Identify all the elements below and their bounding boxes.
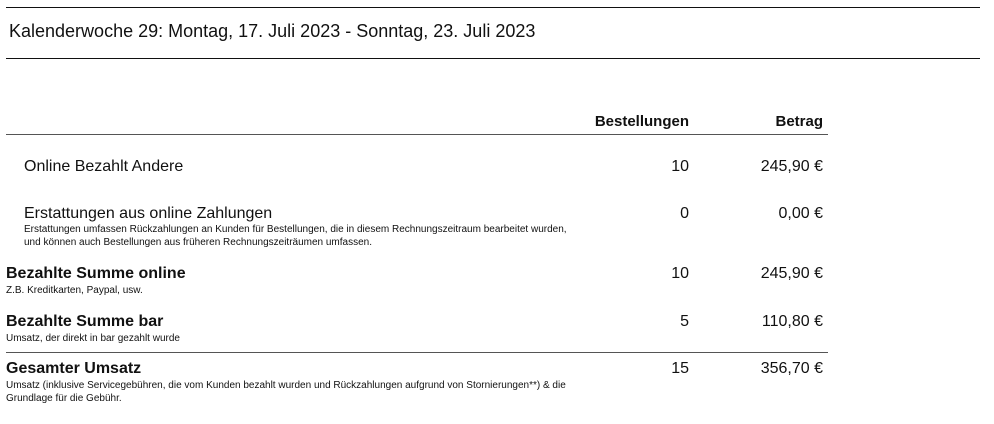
row-note: Z.B. Kreditkarten, Paypal, usw. <box>6 285 143 296</box>
row-note: Erstattungen umfassen Rückzahlungen an Kunden für Bestellungen, die in diesem Rechnungszeitraum bearbeitet wurden, und können auch Bestellungen aus früheren Rechnungszeiträumen umfassen. <box>24 224 567 248</box>
row-orders: 15 <box>671 360 689 377</box>
row-orders: 10 <box>671 265 689 282</box>
row-label: Bezahlte Summe bar <box>6 313 164 330</box>
row-label: Gesamter Umsatz <box>6 360 142 377</box>
row-orders: 0 <box>680 205 689 222</box>
column-header-orders: Bestellungen <box>594 113 689 130</box>
row-note: Umsatz, der direkt in bar gezahlt wurde <box>6 333 180 344</box>
row-orders: 10 <box>671 158 689 175</box>
row-amount: 245,90 € <box>760 158 823 175</box>
row-amount: 245,90 € <box>760 265 823 282</box>
header-bottom-rule <box>6 58 980 59</box>
row-label: Online Bezahlt Andere <box>24 158 184 175</box>
page-title: Kalenderwoche 29: Montag, 17. Juli 2023 - Sonntag, 23. Juli 2023 <box>9 21 536 41</box>
row-note: Umsatz (inklusive Servicegebühren, die vom Kunden bezahlt wurden und Rückzahlungen aufgrund von Stornierungen**) & die Grundlage für die Gebühr. <box>6 380 566 404</box>
row-label: Bezahlte Summe online <box>6 265 186 282</box>
header-top-rule <box>6 7 980 8</box>
column-header-amount: Betrag <box>775 113 823 130</box>
row-amount: 110,80 € <box>761 313 823 330</box>
header-divider <box>6 134 828 135</box>
row-amount: 0,00 € <box>778 205 823 222</box>
row-amount: 356,70 € <box>760 360 823 377</box>
row-label: Erstattungen aus online Zahlungen <box>24 205 273 222</box>
row-orders: 5 <box>680 313 689 330</box>
total-divider <box>6 352 828 353</box>
